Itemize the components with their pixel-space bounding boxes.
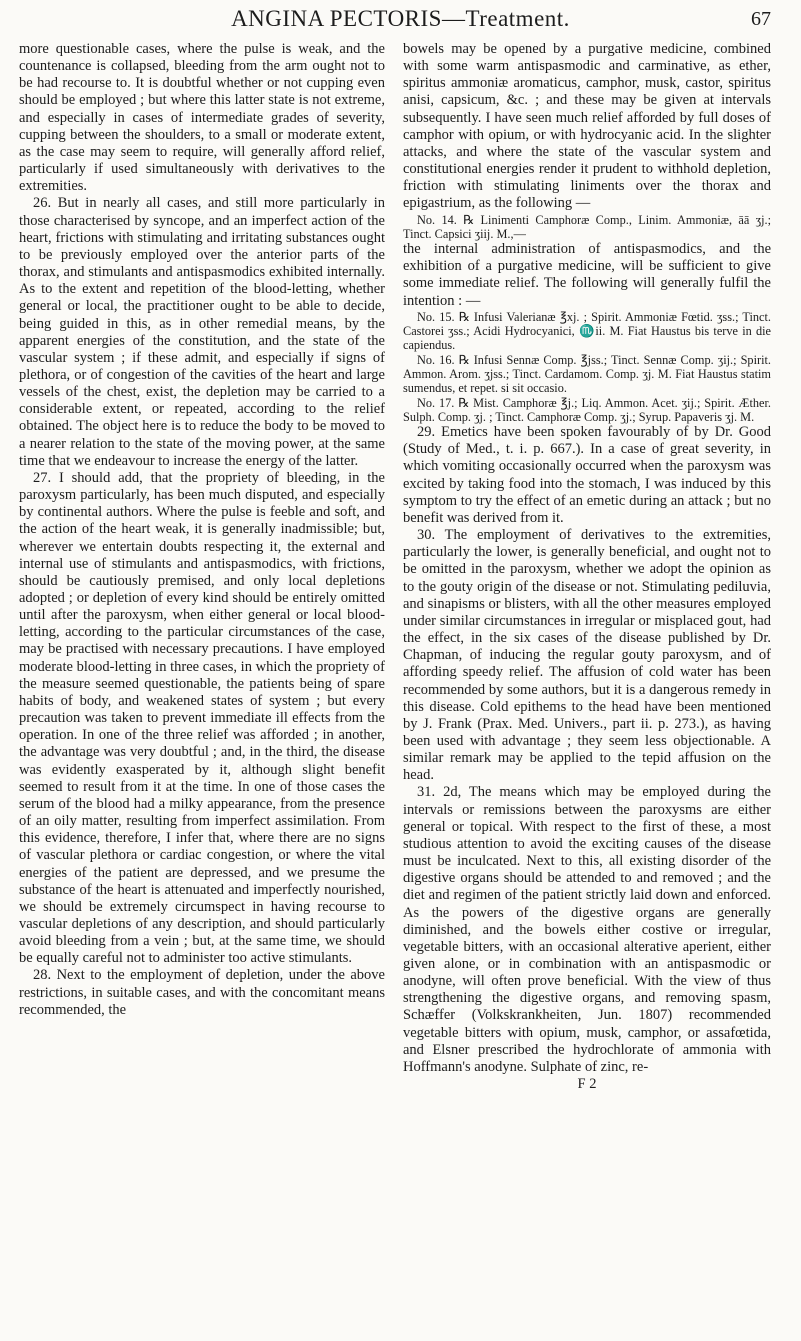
left-column (19, 41, 385, 1019)
running-head (0, 6, 801, 36)
paragraph-29: 29. Emetics have been spoken favourably of by Dr. Good (Study of Med., t. i. p. 667.). In a case of great severity, in which vomiting occasionally occurred when the paroxysm was excited by taking food into the stomach, I was induced by this symptom to try the effect of an emetic during an attack ; but no benefit was derived from it. (403, 424, 771, 526)
paragraph-28: 28. Next to the employment of depletion, under the above restrictions, in suitable cases, and with the concomitant means recommended, the (19, 967, 385, 1018)
paragraph: more questionable cases, where the pulse is weak, and the countenance is collapsed, bleeding from the arm ought not to be had recourse to. It is doubtful whether or not cupping even should be employed ; but where this latter state is not extreme, and especially in cases of intermediate grades of severity, cupping between the shoulders, to a small or moderate extent, as the case may seem to require, will generally afford relief, particularly if used simultaneously with derivatives to the extremities. (19, 41, 385, 195)
paragraph-30: 30. The employment of derivatives to the extremities, particularly the lower, is generally beneficial, and ought not to be omitted in the paroxysm, whether we adopt the opinion as to the gouty origin of the disease or not. Stimulating pediluvia, and sinapisms or blisters, with all the other measures employed under similar circumstances in irregular or misplaced gout, had the effect, in the six cases of the disease published by Dr. Chapman, of inducing the regular gouty paroxysm, and of affording speedy relief. The affusion of cold water has been recommended by some authors, but it is a dangerous remedy in this disease. Cold epithems to the head have been mentioned by J. Frank (Prax. Med. Univers., part ii. p. 273.), as having been used with advantage ; they seem less objectionable. A similar remark may be applied to the tepid affusion on the head. (403, 527, 771, 784)
right-column (403, 41, 771, 1093)
paragraph: the internal administration of antispasmodics, and the exhibition of a purgative medicine, will be sufficient to give some immediate relief. The following will generally fulfil the intention : — (403, 241, 771, 309)
running-title: ANGINA PECTORIS—Treatment. (231, 6, 570, 31)
paragraph-27: 27. I should add, that the propriety of bleeding, in the paroxysm particularly, has been much disputed, and especially by continental authors. Where the pulse is feeble and soft, and the action of the heart weak, it is generally inadmissible; but, wherever we entertain doubts respecting it, the external and internal use of stimulants and antispasmodics, with frictions, should be cautiously premised, and only local depletions adopted ; or depletion of every kind should be entirely omitted until after the paroxysm, when either general or local blood-letting, according to the particular circumstances of the case, may be practised with necessary precautions. I have employed moderate blood-letting in three cases, in which the propriety of the measure seemed questionable, the patients being of spare habits of body, and weakened states of system ; but every precaution was taken to prevent immediate ill effects from the operation. In one of the three relief was afforded ; in another, the advantage was very doubtful ; and, in the third, the disease was evidently exasperated by it, although slight benefit seemed to result from it at the time. In one of those cases the serum of the blood had a milky appearance, from the presence of an oily matter, resulting from imperfect assimilation. From this evidence, therefore, I infer that, where there are no signs of vascular plethora or cardiac congestion, or where the vital energies of the patient are depressed, and we presume the substance of the heart is attenuated and imperfectly nourished, we should be extremely circumspect in having recourse to vascular depletions of any description, and should particularly avoid bleeding from a vein ; but, at the same time, we should be equally careful not to administer too active stimulants. (19, 469, 385, 967)
paragraph-31: 31. 2d, The means which may be employed during the intervals or remissions between the paroxysms are either general or topical. With respect to the first of these, a most studious attention to avoid the exciting causes of the disease must be inculcated. Next to this, all existing disorder of the digestive organs should be attended to and removed ; and the diet and regimen of the patient strictly laid down and enforced. As the powers of the digestive organs are generally diminished, and the bowels either costive or irregular, vegetable bitters, with an occasional alterative aperient, either given alone, or in combination with an antispasmodic or anodyne, will often prove beneficial. With the view of thus strengthening the digestive organs, and removing spasm, Schæffer (Volkskrankheiten, Jun. 1807) recommended vegetable bitters with opium, musk, camphor, or assafœtida, and Elsner prescribed the hydrochlorate of ammonia with Hoffmann's anodyne. Sulphate of zinc, re- (403, 784, 771, 1075)
paragraph-26: 26. But in nearly all cases, and still more particularly in those characterised by syncope, and an imperfect action of the heart, frictions with stimulating and irritating substances ought to be previously employed over the anterior parts of the thorax, and stimulants and antispasmodics exhibited internally. As to the extent and repetition of the blood-letting, whether general or local, the practitioner ought to be able to decide, being guided in this, as in other remedial means, by the apparent energies of the constitution, and the state of the vascular system ; if these admit, and especially if signs of plethora, or of congestion of the cavities of the heart and large vessels of the chest, exist, the depletion may be carried to a considerable extent, or repeated, according to the relief obtained. The object here is to reduce the body to be moved to a nearer relation to the state of the moving power, at the same time that we endeavour to increase the energy of the latter. (19, 195, 385, 469)
paragraph: bowels may be opened by a purgative medicine, combined with some warm antispasmodic and carminative, as ether, spiritus ammoniæ aromaticus, camphor, musk, castor, spiritus anisi, capsicum, &c. ; and these may be given at intervals subsequently. I have seen much relief afforded by full doses of camphor with opium, or with hydrocyanic acid. In the slighter attacks, and where the state of the vascular system and constitutional energies render it prudent to withhold depletion, friction with stimulating liniments over the thorax and epigastrium, as the following — (403, 41, 771, 212)
page-number: 67 (751, 8, 771, 30)
prescription-17: No. 17. ℞ Mist. Camphoræ ℥j.; Liq. Ammon. Acet. ʒij.; Spirit. Æther. Sulph. Comp. ʒj. ; Tinct. Camphoræ Comp. ʒj.; Syrup. Papaveris ʒj. M. (403, 395, 771, 424)
prescription-14: No. 14. ℞ Linimenti Camphoræ Comp., Linim. Ammoniæ, āā ʒj.; Tinct. Capsici ʒiij. M.,— (403, 212, 771, 241)
prescription-15: No. 15. ℞ Infusi Valerianæ ℥xj. ; Spirit. Ammoniæ Fœtid. ʒss.; Tinct. Castorei ʒss.; Acidi Hydrocyanici, ♏ii. M. Fiat Haustus bis terve in die capiendus. (403, 309, 771, 353)
prescription-16: No. 16. ℞ Infusi Sennæ Comp. ℥jss.; Tinct. Sennæ Comp. ʒij.; Spirit. Ammon. Arom. ʒjss.; Tinct. Cardamom. Comp. ʒj. M. Fiat Haustus statim sumendus, et repet. si sit occasio. (403, 352, 771, 396)
signature-mark: F 2 (577, 1076, 597, 1093)
